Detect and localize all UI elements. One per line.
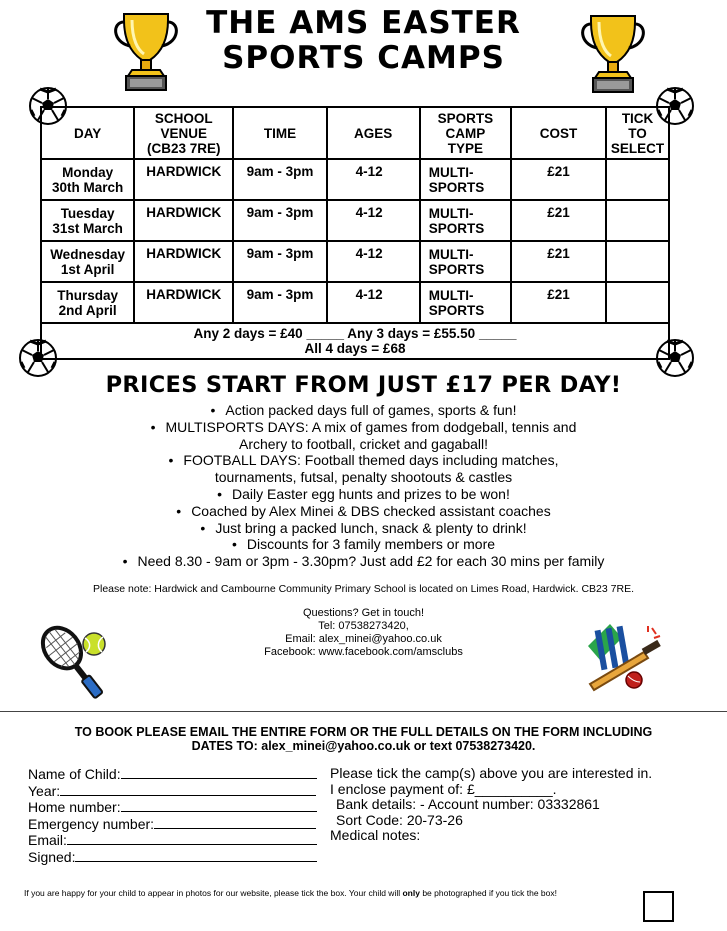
ages-cell: 4-12 — [327, 282, 420, 323]
feature-text: Need 8.30 - 9am or 3pm - 3.30pm? Just add £2 for each 30 mins per family — [137, 553, 605, 570]
feature-text: Just bring a packed lunch, snack & plenty to drink! — [215, 519, 527, 536]
emergency-number-field[interactable] — [154, 816, 316, 829]
type-cell: MULTI- SPORTS — [420, 282, 511, 323]
child-name-field[interactable] — [121, 766, 317, 779]
bullet-icon: • — [168, 452, 174, 469]
feature-text: Action packed days full of games, sports & fun! — [225, 402, 517, 418]
ages-cell: 4-12 — [327, 200, 420, 241]
cost-cell: £21 — [511, 241, 606, 282]
type-cell: MULTI- SPORTS — [420, 200, 511, 241]
header-venue: SCHOOL VENUE (CB23 7RE) — [134, 107, 233, 159]
venue-cell: HARDWICK — [134, 159, 233, 200]
feature-text: FOOTBALL DAYS: Football themed days including matches, — [183, 452, 559, 469]
feature-item — [0, 469, 727, 486]
day-cell: Monday 30th March — [41, 159, 134, 200]
table-header-row — [41, 107, 669, 159]
combo-pricing-line-1: Any 2 days = £40 _____ Any 3 days = £55.50 _____ — [193, 326, 517, 341]
form-label: Home number: — [28, 799, 121, 815]
bullet-icon: • — [200, 519, 206, 536]
form-label: Name of Child: — [28, 766, 121, 782]
trophy-icon — [577, 8, 649, 96]
venue-cell: HARDWICK — [134, 282, 233, 323]
booking-form-left — [28, 766, 317, 865]
booking-line-1: TO BOOK PLEASE EMAIL THE ENTIRE FORM OR THE FULL DETAILS ON THE FORM INCLUDING — [74, 725, 653, 739]
time-cell: 9am - 3pm — [233, 159, 326, 200]
bullet-icon: • — [217, 485, 223, 502]
camps-table — [40, 106, 670, 360]
bullet-icon: • — [150, 418, 156, 435]
tick-cell[interactable] — [606, 241, 669, 282]
form-label: Emergency number: — [28, 815, 155, 832]
booking-line-2: DATES TO: alex_minei@yahoo.co.uk or text 07538273420. — [191, 739, 536, 753]
bullet-icon: • — [231, 536, 237, 553]
form-row-email — [28, 832, 317, 849]
photo-consent-text: If you are happy for your child to appear in photos for our website, please tick the box. Your child will only be photographed if you tick the box! — [24, 888, 557, 898]
header-tick: TICK TO SELECT — [606, 107, 669, 159]
venue-cell: HARDWICK — [134, 200, 233, 241]
contact-facebook: Facebook: www.facebook.com/amsclubs — [264, 646, 463, 658]
feature-item — [0, 553, 727, 570]
combo-pricing-cell — [41, 323, 669, 359]
home-number-field[interactable] — [121, 799, 317, 812]
form-row-signed — [28, 849, 317, 866]
table-row — [41, 159, 669, 200]
tick-cell[interactable] — [606, 159, 669, 200]
time-cell: 9am - 3pm — [233, 282, 326, 323]
bullet-icon: • — [210, 402, 216, 418]
tick-cell[interactable] — [606, 282, 669, 323]
form-label: Email: — [28, 832, 67, 848]
time-cell: 9am - 3pm — [233, 200, 326, 241]
day-cell: Thursday 2nd April — [41, 282, 134, 323]
combo-pricing-line-2: All 4 days = £68 — [304, 341, 406, 356]
type-cell: MULTI- SPORTS — [420, 159, 511, 200]
tennis-racket-icon — [36, 620, 108, 708]
feature-text: MULTISPORTS DAYS: A mix of games from dodgeball, tennis and — [165, 418, 577, 435]
feature-text: tournaments, futsal, penalty shootouts & castles — [214, 469, 513, 486]
header-time: TIME — [233, 107, 326, 159]
venue-cell: HARDWICK — [134, 241, 233, 282]
feature-text: Archery to football, cricket and gagaball! — [238, 435, 489, 452]
title-line-1: THE AMS EASTER — [206, 5, 521, 41]
bullet-icon: • — [122, 553, 128, 570]
ages-cell: 4-12 — [327, 159, 420, 200]
title-line-2: SPORTS CAMPS — [222, 40, 505, 76]
feature-item — [0, 402, 727, 419]
feature-item — [0, 503, 727, 520]
day-cell: Wednesday 1st April — [41, 241, 134, 282]
feature-item — [0, 452, 727, 469]
bullet-icon: • — [176, 502, 182, 519]
header-ages: AGES — [327, 107, 420, 159]
time-cell: 9am - 3pm — [233, 241, 326, 282]
trophy-icon — [110, 6, 182, 94]
table-row — [41, 200, 669, 241]
sort-code: Sort Code: 20-73-26 — [336, 811, 463, 828]
feature-item — [0, 486, 727, 503]
section-divider — [0, 711, 727, 712]
form-label: Year: — [28, 782, 61, 799]
year-field[interactable] — [60, 783, 316, 796]
medical-notes-label: Medical notes: — [330, 827, 421, 843]
feature-list — [0, 402, 727, 570]
table-row — [41, 241, 669, 282]
ages-cell: 4-12 — [327, 241, 420, 282]
form-row-name — [28, 766, 317, 783]
email-field[interactable] — [67, 832, 317, 845]
booking-form-right — [330, 766, 652, 844]
header-type: SPORTS CAMP TYPE — [420, 107, 511, 159]
tick-cell[interactable] — [606, 200, 669, 241]
price-headline: PRICES START FROM JUST £17 PER DAY! — [105, 372, 622, 398]
form-row-emergency — [28, 816, 317, 833]
feature-item — [0, 536, 727, 553]
photo-consent-checkbox[interactable] — [643, 891, 674, 922]
feature-item — [0, 436, 727, 453]
feature-text: Daily Easter egg hunts and prizes to be won! — [232, 485, 510, 502]
cost-cell: £21 — [511, 159, 606, 200]
form-label: Signed: — [28, 848, 76, 865]
form-row-year — [28, 783, 317, 800]
cost-cell: £21 — [511, 282, 606, 323]
location-note: Please note: Hardwick and Cambourne Community Primary School is located on Limes Road, Hardwick. CB23 7RE. — [93, 583, 634, 595]
header-day: DAY — [41, 107, 134, 159]
feature-item — [0, 419, 727, 436]
feature-text: Coached by Alex Minei & DBS checked assistant coaches — [191, 502, 551, 519]
type-cell: MULTI- SPORTS — [420, 241, 511, 282]
contact-email: Email: alex_minei@yahoo.co.uk — [285, 633, 442, 645]
day-cell: Tuesday 31st March — [41, 200, 134, 241]
feature-item — [0, 520, 727, 537]
tick-instruction: Please tick the camp(s) above you are interested in. — [330, 765, 653, 781]
combo-pricing-row — [41, 323, 669, 359]
table-row — [41, 282, 669, 323]
bank-account: Bank details: - Account number: 03332861 — [336, 796, 600, 812]
signature-field[interactable] — [75, 849, 317, 862]
contact-tel: Tel: 07538273420, — [318, 620, 409, 632]
booking-instructions — [0, 725, 727, 753]
payment-line[interactable]: I enclose payment of: £__________. — [330, 780, 557, 797]
cricket-bat-icon — [582, 622, 670, 702]
feature-text: Discounts for 3 family members or more — [246, 536, 496, 553]
form-row-home — [28, 799, 317, 816]
cost-cell: £21 — [511, 200, 606, 241]
contact-heading: Questions? Get in touch! — [302, 607, 425, 619]
header-cost: COST — [511, 107, 606, 159]
